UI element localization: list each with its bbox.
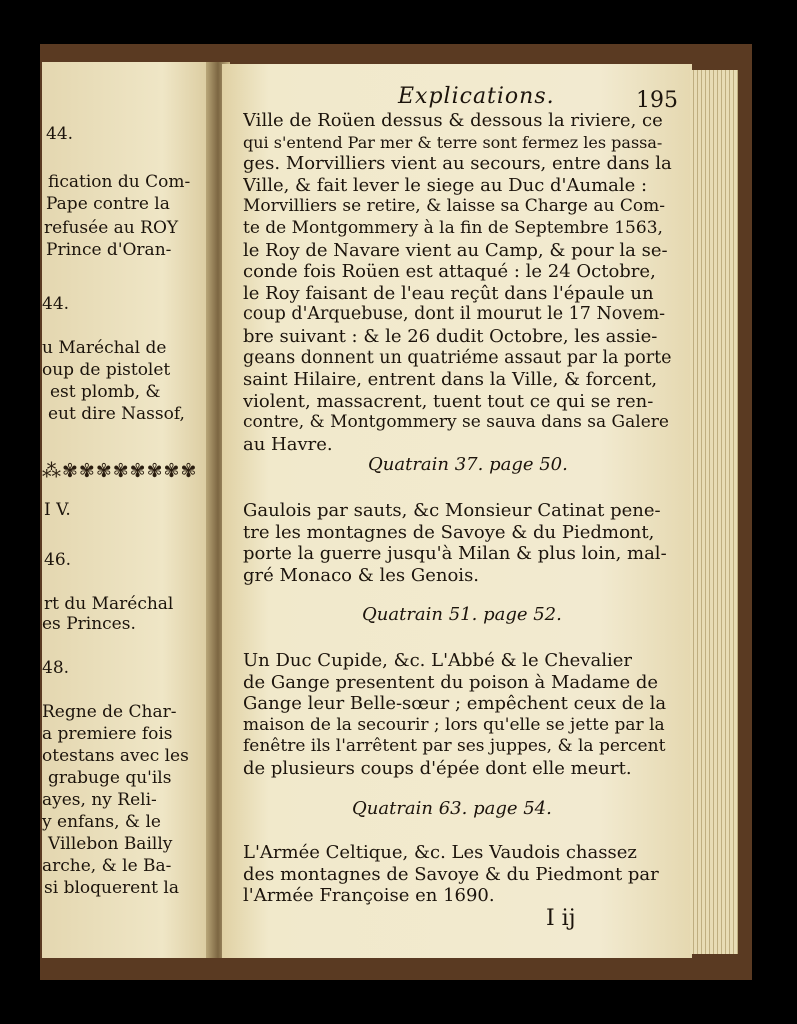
text-line: des montagnes de Savoye & du Piedmont par [243,863,659,885]
text-line: contre, & Montgommery se sauva dans sa Galere [243,412,669,433]
text-line: Gaulois par sauts, &c Monsieur Catinat pene- [243,500,661,521]
text-line: Ville de Roüen dessus & dessous la riviere, ce [243,110,663,131]
text-line: le Roy faisant de l'eau reçût dans l'épaule un [243,282,654,304]
page-number: 195 [636,88,678,113]
text-line: l'Armée Françoise en 1690. [243,885,495,907]
left-line: est plomb, & [50,382,161,402]
text-line: gré Monaco & les Genois. [243,564,480,586]
paragraph-rouen [243,110,673,456]
paragraph-gange [243,650,673,780]
text-line: fenêtre ils l'arrêtent par ses juppes, & la percent [243,736,666,757]
text-line: L'Armée Celtique, &c. Les Vaudois chassez [243,842,637,863]
left-line: arche, & le Ba- [42,856,172,876]
left-line: grabuge qu'ils [48,768,172,788]
text-line: tre les montagnes de Savoye & du Piedmont, [243,521,655,543]
text-line: qui s'entend Par mer & terre sont fermez les passa- [243,132,663,152]
left-line: es Princes. [42,614,136,634]
quatrain-heading: Quatrain 37. page 50. [368,454,568,475]
text-line: coup d'Arquebuse, dont il mourut le 17 Novem- [243,304,666,325]
quatrain-heading: Quatrain 63. page 54. [352,798,552,819]
text-line: de Gange presentent du poison à Madame de [243,671,659,693]
left-line: Pape contre la [46,194,170,214]
text-line: Un Duc Cupide, &c. L'Abbé & le Chevalier [243,650,633,671]
left-line: I V. [44,500,71,520]
text-line: ges. Morvilliers vient au secours, entre dans la [243,153,672,175]
text-line: Gange leur Belle-sœur ; empêchent ceux de la [243,693,667,715]
left-line: y enfans, & le [42,812,161,832]
text-line: Morvilliers se retire, & laisse sa Charge au Com- [243,196,665,217]
text-line: conde fois Roüen est attaqué : le 24 Octobre, [243,261,656,283]
left-line: Villebon Bailly [48,834,173,854]
left-line: si bloquerent la [44,878,179,898]
left-line: Regne de Char- [42,702,177,722]
left-line: rt du Maréchal [44,594,174,614]
text-line: saint Hilaire, entrent dans la Ville, & forcent, [243,369,658,391]
printer-ornament: ⁂✾✾✾✾✾✾✾✾ [42,460,198,482]
left-line: u Maréchal de [42,338,167,358]
left-line: oup de pistolet [42,360,171,380]
left-line: refusée au ROY [44,218,179,238]
text-line: au Havre. [243,433,333,455]
text-line: maison de la secourir ; lors qu'elle se jette par la [243,714,665,735]
text-line: violent, massacrent, tuent tout ce qui se ren- [243,390,654,412]
left-line: eut dire Nassof, [48,404,185,424]
left-line: 44. [42,294,70,314]
signature-mark: I ij [546,906,576,931]
left-line: a premiere fois [42,724,173,744]
left-line: 48. [42,658,70,678]
left-line: fication du Com- [48,172,191,192]
text-line: le Roy de Navare vient au Camp, & pour la se- [243,239,668,261]
paragraph-vaudois [243,842,673,907]
text-line: Ville, & fait lever le siege au Duc d'Aumale : [243,174,648,196]
text-line: de plusieurs coups d'épée dont elle meurt. [243,757,632,779]
paragraph-catinat [243,500,673,586]
left-line: Prince d'Oran- [46,240,172,260]
text-line: geans donnent un quatriéme assaut par la porte [243,347,672,368]
left-line: 44. [46,124,74,144]
page-edges [690,70,738,954]
left-line: 46. [44,550,72,570]
text-line: bre suivant : & le 26 dudit Octobre, les assie- [243,325,658,347]
text-line: te de Montgommery à la fin de Septembre 1563, [243,217,663,238]
running-head: Explications. [398,84,555,109]
text-line: porte la guerre jusqu'à Milan & plus loin, mal- [243,543,667,565]
quatrain-heading: Quatrain 51. page 52. [362,604,562,625]
left-line: otestans avec les [42,746,189,766]
left-page [42,62,214,958]
left-line: ayes, ny Reli- [42,790,157,810]
